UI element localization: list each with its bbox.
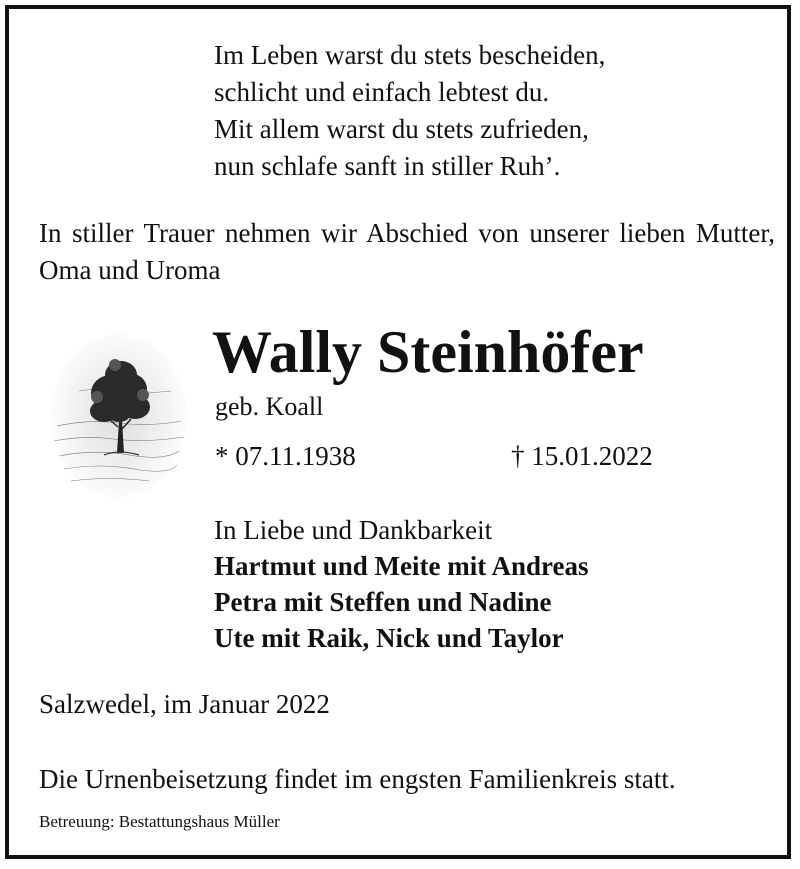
family-intro: In Liebe und Dankbarkeit xyxy=(214,515,493,545)
obituary-notice xyxy=(5,5,791,859)
place-date: Salzwedel, im Januar 2022 xyxy=(39,689,330,719)
family-member: Petra mit Steffen und Nadine xyxy=(214,587,552,617)
family-member: Hartmut und Meite mit Andreas xyxy=(214,551,589,581)
burial-note: Die Urnenbeisetzung findet im engsten Familienkreis statt. xyxy=(39,764,676,794)
family-block xyxy=(214,512,588,656)
memorial-poem xyxy=(214,37,605,185)
poem-line: schlicht und einfach lebtest du. xyxy=(214,77,550,107)
death-date: † 15.01.2022 xyxy=(511,441,653,471)
poem-line: Im Leben warst du stets bescheiden, xyxy=(214,40,606,70)
deceased-name: Wally Steinhöfer xyxy=(212,319,644,385)
maiden-name: geb. Koall xyxy=(215,392,324,421)
birth-date: * 07.11.1938 xyxy=(215,441,356,471)
tree-landscape-icon xyxy=(49,331,189,501)
poem-line: Mit allem warst du stets zufrieden, xyxy=(214,114,589,144)
poem-line: nun schlafe sanft in stiller Ruh’. xyxy=(214,151,561,181)
mourning-intro: In stiller Trauer nehmen wir Abschied von unserer lieben Mutter, Oma und Uroma xyxy=(39,218,775,285)
family-member: Ute mit Raik, Nick und Taylor xyxy=(214,623,564,653)
funeral-home-credit: Betreuung: Bestattungshaus Müller xyxy=(39,812,280,831)
